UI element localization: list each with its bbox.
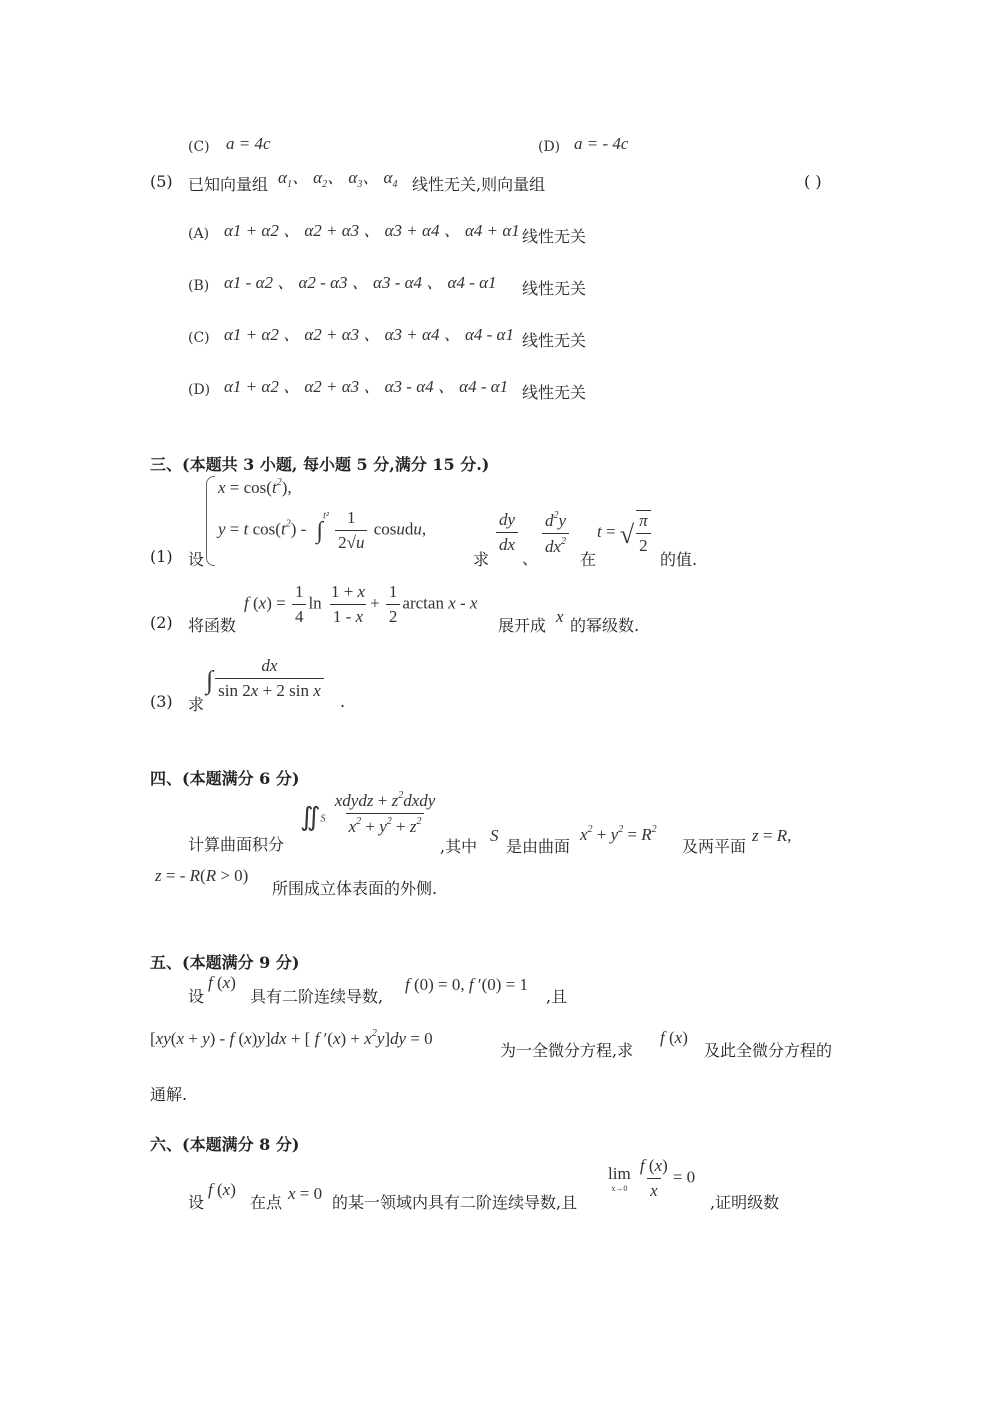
s3-p1-ask: 求 — [473, 550, 490, 569]
s3-p2-lead: 将函数 — [188, 616, 237, 635]
s5-line2-tail: 及此全微分方程的 — [704, 1041, 833, 1060]
s5-line2-mid: 为一全微分方程,求 — [500, 1041, 634, 1060]
s5-line1-lead: 设 — [188, 987, 205, 1006]
q5-option-a-label: (A) — [188, 226, 210, 242]
initial-conditions: f (0) = 0, f ′(0) = 1 — [405, 975, 529, 994]
q5-option-b-label: (B) — [188, 278, 210, 294]
q5-option-a-tail: 线性无关 — [522, 227, 587, 246]
variable-x: x — [556, 607, 564, 626]
function-fx-3: f (x) — [208, 1180, 236, 1199]
s6-mid1: 在点 — [250, 1193, 283, 1212]
q5-option-d-tail: 线性无关 — [522, 383, 587, 402]
function-fx-1: f (x) — [208, 973, 236, 992]
q5-stem-suffix: 线性无关,则向量组 — [412, 175, 546, 194]
derivative-d2y-dx2: $\frac{d^2y}{dx^2}$ — [540, 510, 571, 557]
q5-option-c-tail: 线性无关 — [522, 331, 587, 350]
s3-p1-set: 设 — [188, 550, 205, 569]
q4-option-d-label: (D) — [538, 139, 561, 155]
limit-expression: lim x→0 $\frac{f (x)}{x}$ = 0 — [608, 1156, 696, 1200]
plane-bottom: z = - R(R > 0) — [155, 866, 249, 885]
s6-mid2: 的某一领域内具有二阶连续导数,且 — [332, 1193, 578, 1212]
s3-p1-tail: 的值. — [660, 550, 698, 569]
q5-option-b-tail: 线性无关 — [522, 279, 587, 298]
equation-x: $x = \cos(t^2)$, — [218, 477, 292, 497]
q5-stem-prefix: 已知向量组 — [188, 175, 269, 194]
surface-s: S — [490, 826, 499, 845]
q4-option-d-expr: a = - 4c — [574, 134, 629, 153]
point-x0: x = 0 — [288, 1184, 323, 1203]
q4-option-c-label: (C) — [188, 139, 210, 155]
derivative-dy-dx: $\frac{dy}{dx}$ — [494, 510, 520, 555]
point-t-value: t = √ $\frac{\pi}{2}$ — [597, 510, 653, 556]
q5-option-c-expr: α1 + α2 、 α2 + α3 、 α3 + α4 、 α4 - α1 — [224, 325, 514, 344]
s4-line2-tail: 所围成立体表面的外侧. — [272, 879, 438, 898]
s5-line3: 通解. — [150, 1085, 188, 1104]
s3-p1-sep: 、 — [522, 549, 539, 568]
s5-line1-tail: ,且 — [546, 987, 568, 1006]
s3-p2-tail1: 展开成 — [498, 616, 547, 635]
plane-top: z = R, — [752, 826, 792, 845]
s3-p1-number: (1) — [150, 547, 173, 566]
q5-answer-paren: ( ) — [804, 172, 822, 191]
s4-line1-mid2: 是由曲面 — [506, 837, 571, 856]
s4-line1-lead: 计算曲面积分 — [188, 835, 285, 854]
cylinder-equation: $x^2 + y^2 = R^2$ — [580, 824, 657, 844]
s6-lead: 设 — [188, 1193, 205, 1212]
function-f: f (x) = $\frac{1}{4}$ ln $\frac{1 + x}{1 - x}$ + $\frac{1}{2}$ arctan x - x — [244, 582, 478, 626]
s5-line1-mid: 具有二阶连续导数, — [250, 987, 384, 1006]
s3-p3-number: (3) — [150, 692, 173, 711]
s6-tail: ,证明级数 — [710, 1193, 780, 1212]
section4-heading: 四、(本题满分 6 分) — [150, 769, 300, 788]
q5-option-a-expr: α1 + α2 、 α2 + α3 、 α3 + α4 、 α4 + α1 — [224, 221, 520, 240]
s4-line1-mid3: 及两平面 — [682, 837, 747, 856]
q5-option-d-label: (D) — [188, 382, 211, 398]
integral-expression: ∫ $\frac{dx}{\text{sin 2x + 2 sin x}}$ — [206, 656, 326, 701]
surface-integral: $∬_S$ $\frac{xdydz + z^2dxdy}{x^2 + y^2 + z^2}$ — [300, 790, 436, 836]
equation-y: y = t $\cos(t^2) - \int^{t^2}$ $\frac{1}{2√u}$ cosudu, — [218, 508, 427, 552]
q5-option-c-label: (C) — [188, 330, 210, 346]
system-brace — [206, 476, 215, 566]
q5-vector-group: $\alpha_1$、 $\alpha_2$、 $\alpha_3$、 $\alpha_4$ — [278, 168, 398, 190]
s3-p2-tail2: 的幂级数. — [570, 616, 640, 635]
section5-heading: 五、(本题满分 9 分) — [150, 953, 300, 972]
differential-equation: [xy(x + y) - f (x)y]dx + [ f $'(x) + x^2y]dy = 0$ — [150, 1028, 433, 1048]
s3-p3-tail: . — [340, 692, 346, 711]
function-fx-2: f (x) — [660, 1028, 688, 1047]
q5-option-d-expr: α1 + α2 、 α2 + α3 、 α3 - α4 、 α4 - α1 — [224, 377, 509, 396]
s3-p1-at: 在 — [580, 550, 597, 569]
section6-heading: 六、(本题满分 8 分) — [150, 1135, 300, 1154]
section3-heading: 三、(本题共 3 小题, 每小题 5 分,满分 15 分.) — [150, 455, 490, 474]
s3-p3-lead: 求 — [188, 695, 205, 714]
q5-option-b-expr: α1 - α2 、 α2 - α3 、 α3 - α4 、 α4 - α1 — [224, 273, 497, 292]
s4-line1-mid: ,其中 — [440, 837, 478, 856]
s3-p2-number: (2) — [150, 613, 173, 632]
q4-option-c-expr: a = 4c — [226, 134, 271, 153]
q5-number: (5) — [150, 172, 173, 191]
